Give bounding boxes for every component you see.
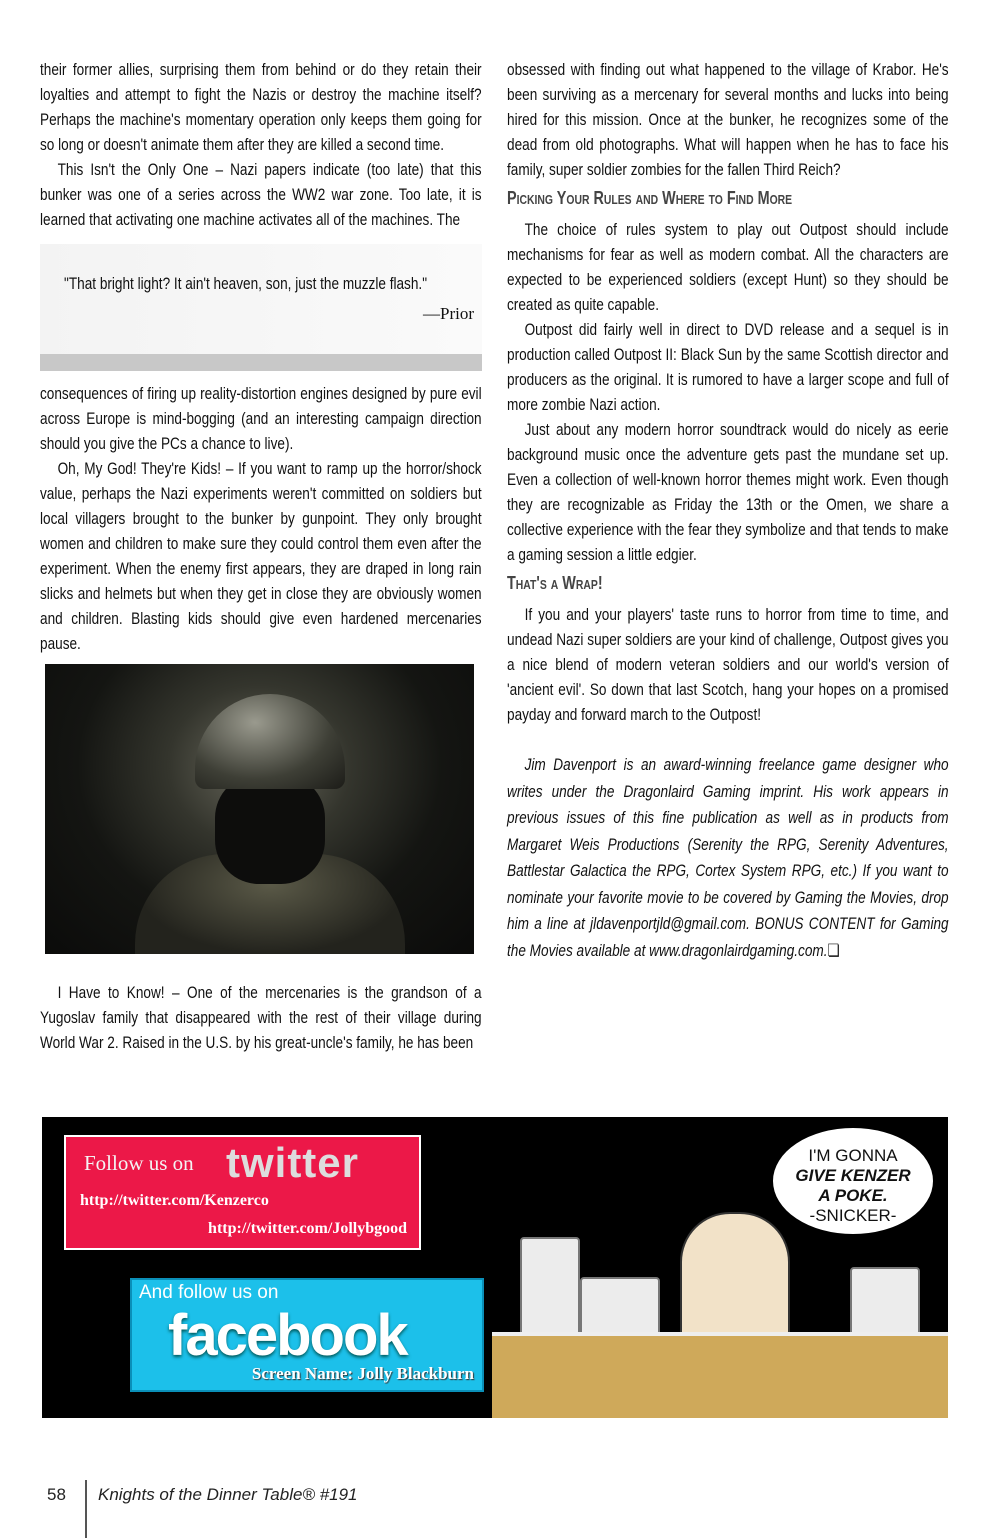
twitter-logo: twitter: [226, 1139, 359, 1186]
twitter-link-kenzerco[interactable]: http://twitter.com/Kenzerco: [80, 1192, 269, 1209]
right-column: [507, 57, 949, 964]
facebook-screen-name: Screen Name: Jolly Blackburn: [251, 1364, 474, 1383]
section-heading: Picking Your Rules and Where to Find More: [507, 188, 793, 208]
body-paragraph: I Have to Know! – One of the mercenaries is the grandson of a Yugoslav family that disappeared with the rest of their village during World War 2. Raised in the U.S. by his great-uncle's family, he has been: [40, 983, 482, 1052]
twitter-link-jollybgood[interactable]: http://twitter.com/Jollybgood: [208, 1220, 407, 1237]
twitter-banner[interactable]: [64, 1135, 421, 1250]
twitter-follow-text: Follow us on: [84, 1151, 194, 1175]
body-paragraph: obsessed with finding out what happened to the village of Krabor. He's been surviving as a mercenary for several months and lucks into being hired for this mission. Once at the bunker, he recognizes some of the dead from old photographs. What will happen when he has to face his family, super soldier zombies for the fallen Third Reich?: [507, 60, 949, 179]
body-paragraph: consequences of firing up reality-distortion engines designed by pure evil across Europe is mind-bogging (and an interesting campaign direction should you give the PCs a chance to live).: [40, 384, 482, 453]
quote-text: "That bright light? It ain't heaven, son, just the muzzle flash.": [64, 274, 428, 293]
body-paragraph: The choice of rules system to play out Outpost should include mechanisms for fear as well as modern combat. All the characters are expected to be experienced soldiers (except Hunt) so they should be created as quite capable.: [507, 220, 949, 314]
author-bio: [507, 752, 949, 964]
section-heading: That's a Wrap!: [507, 573, 603, 593]
quote-attribution: —Prior: [423, 304, 474, 323]
photo-helmet: [195, 694, 345, 789]
pull-quote: [40, 244, 482, 354]
speech-bubble: [770, 1125, 936, 1237]
body-paragraph: If you and your players' taste runs to horror from time to time, and undead Nazi super soldiers are your kind of challenge, Outpost gives you a nice blend of modern veteran soldiers and our world's version of 'ancient evil'. So down that last Scotch, hang your hopes on a promised payday and forward march to the Outpost!: [507, 605, 949, 724]
author-bio-text: Jim Davenport is an award-winning freelance game designer who writes under the Dragonlaird Gaming imprint. His work appears in previous issues of this fine publication as well as in products from Margaret Weis Productions (Serenity the RPG, Serenity Adventures, Battlestar Galactica the RPG, Cortex System RPG, etc.) If you want to nominate your favorite movie to be covered by Gaming the Movies, drop him a line at jldavenportjld@gmail.com. BONUS CONTENT for Gaming the Movies available at www.dragonlairdgaming.com.: [507, 755, 949, 960]
left-column-middle: [40, 381, 482, 656]
body-paragraph: Oh, My God! They're Kids! – If you want to ramp up the horror/shock value, perhaps the Nazi experiments weren't committed on soldiers but local villagers brought to the bunker by gunpoint. They only brought women and children to make sure they could control them even after the experiment. When the enemy first appears, they are draped in long rain slicks and helmets but when they get in close they are obviously women and children. Blasting kids should give even hardened mercenaries pause.: [40, 459, 482, 653]
facebook-follow-text: And follow us on: [139, 1282, 279, 1303]
quote-divider: [40, 354, 482, 371]
body-paragraph: their former allies, surprising them from behind or do they retain their loyalties and attempt to fight the Nazis or destroy the machine itself? Perhaps the machine's momentary operation only keeps them going for so long or doesn't animate them after they are killed a second time.: [40, 60, 482, 154]
soldier-photo: [45, 664, 474, 954]
footer-divider: [85, 1480, 87, 1538]
left-column-top: [40, 57, 482, 232]
facebook-banner[interactable]: [130, 1278, 484, 1392]
bubble-line: GIVE KENZER: [795, 1166, 911, 1185]
photo-face: [215, 774, 325, 884]
body-paragraph: Just about any modern horror soundtrack would do nicely as eerie background music once the adventure gets past the mundane set up. Even a collection of well-known horror themes might work. Even though they are recognizable as Friday the 13th or the Omen, we share a collective experience with the fear they symbolize and that tends to make a gaming session a little edgier.: [507, 420, 949, 564]
left-column: [40, 57, 482, 1055]
body-paragraph: This Isn't the Only One – Nazi papers indicate (too late) that this bunker was one of a series across the WW2 war zone. Too late, it is learned that activating one machine activates all of the machines. The: [40, 160, 482, 229]
left-column-bottom: [40, 980, 482, 1055]
end-mark-icon: ❏: [827, 940, 840, 960]
desk: [492, 1332, 948, 1418]
publication-title: Knights of the Dinner Table® #191: [98, 1485, 358, 1504]
facebook-logo: facebook: [168, 1303, 407, 1368]
body-paragraph: Outpost did fairly well in direct to DVD release and a sequel is in production called Outpost II: Black Sun by the same Scottish director and producers as the original. It is rumored to have a larger scope and full of more zombie Nazi action.: [507, 320, 949, 414]
social-media-ad: [42, 1117, 948, 1418]
bubble-line: I'M GONNA: [808, 1146, 898, 1165]
character-figure: [680, 1212, 790, 1352]
page-number: 58: [47, 1485, 66, 1504]
bubble-line: A POKE.: [818, 1186, 888, 1205]
bubble-line: -SNICKER-: [809, 1206, 897, 1225]
cartoon-illustration: [490, 1117, 948, 1418]
